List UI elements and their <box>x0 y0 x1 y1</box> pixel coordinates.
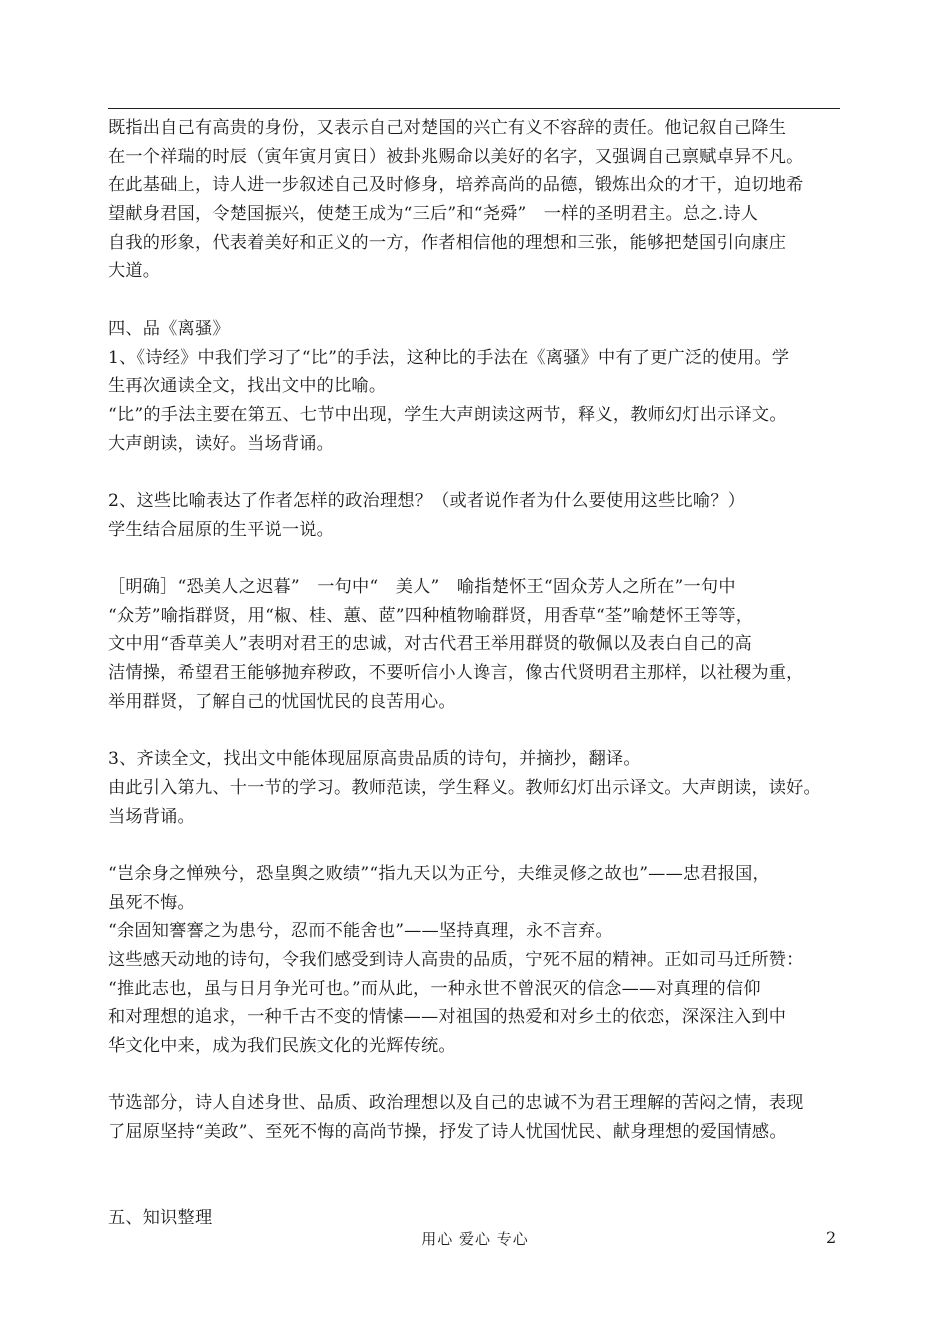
question-2 <box>108 487 848 544</box>
text-line: 大声朗读，读好。当场背诵。 <box>108 433 335 454</box>
text-line: 虽死不悔。 <box>108 892 195 913</box>
text-line: 学生结合屈原的生平说一说。 <box>108 519 335 540</box>
text-line: 当场背诵。 <box>108 806 195 827</box>
text-line: “众芳”喻指群贤，用“椒、桂、蕙、茝”四种植物喻群贤，用香草“荃”喻楚怀王等等， <box>108 605 754 626</box>
text-line: 既指出自己有高贵的身份，又表示自己对楚国的兴亡有义不容辞的责任。他记叙自己降生 <box>108 118 787 138</box>
footer-motto: 用心 爱心 专心 <box>421 1230 529 1248</box>
question-3 <box>108 745 848 831</box>
paragraph-intro <box>108 114 848 286</box>
text-line: 生再次通读全文，找出文中的比喻。 <box>108 376 387 397</box>
header-rule <box>108 108 840 109</box>
text-line: 大道。 <box>108 261 161 282</box>
text-line: 洁情操，希望君王能够抛弃秽政，不要听信小人谗言，像古代贤明君主那样，以社稷为重， <box>108 663 804 684</box>
section-5-heading: 五、知识整理 <box>108 1207 213 1228</box>
text-line: 文中用“香草美人”表明对君王的忠诚，对古代君王举用群贤的敬佩以及表白自己的高 <box>108 634 752 655</box>
text-line: 在一个祥瑞的时辰（寅年寅月寅日）被卦兆赐命以美好的名字，又强调自己禀赋卓异不凡。 <box>108 146 804 167</box>
text-line: 举用群贤，了解自己的忧国忧民的良苦用心。 <box>108 691 456 712</box>
text-line: “余固知謇謇之为患兮，忍而不能舍也”——坚持真理，永不言弃。 <box>108 921 613 942</box>
text-line: 这些感天动地的诗句，令我们感受到诗人高贵的品质，宁死不屈的精神。正如司马迁所赞： <box>108 949 804 970</box>
quotes-paragraph <box>108 860 848 1061</box>
text-line: ［明确］“恐美人之迟暮” 一句中“ 美人” 喻指楚怀王“固众芳人之所在”一句中 <box>108 577 736 597</box>
text-line: 了屈原坚持“美政”、至死不悔的高尚节操，抒发了诗人忧国忧民、献身理想的爱国情感。 <box>108 1122 787 1143</box>
text-line: “比”的手法主要在第五、七节中出现，学生大声朗读这两节，释义，教师幻灯出示译文。 <box>108 404 787 425</box>
text-line: 1、《诗经》中我们学习了“比”的手法，这种比的手法在《离骚》中有了更广泛的使用。学 <box>108 347 790 368</box>
text-line: 在此基础上，诗人进一步叙述自己及时修身，培养高尚的品德，锻炼出众的才干，迫切地希 <box>108 175 804 196</box>
text-line: 华文化中来，成为我们民族文化的光辉传统。 <box>108 1036 456 1056</box>
text-line: 2、这些比喻表达了作者怎样的政治理想？（或者说作者为什么要使用这些比喻？） <box>108 490 746 511</box>
text-line: “岂余身之惮殃兮，恐皇舆之败绩”“指九天以为正兮，夫维灵修之故也”——忠君报国， <box>108 863 770 884</box>
text-line: 望献身君国，令楚国振兴，使楚王成为“三后”和“尧舜” 一样的圣明君主。总之.诗人 <box>108 204 759 225</box>
section-heading: 四、品《离骚》 <box>108 318 230 339</box>
page-number: 2 <box>826 1228 837 1247</box>
text-line: “推此志也，虽与日月争光可也。”而从此，一种永世不曾泯灭的信念——对真理的信仰 <box>108 978 761 999</box>
document-body <box>108 114 848 1232</box>
text-line: 和对理想的追求，一种千古不变的情愫——对祖国的热爱和对乡土的依恋，深深注入到中 <box>108 1007 787 1028</box>
section-4 <box>108 315 848 458</box>
answer-paragraph <box>108 573 848 716</box>
text-line: 由此引入第九、十一节的学习。教师范读，学生释义。教师幻灯出示译文。大声朗读，读好。 <box>108 777 821 798</box>
text-line: 自我的形象，代表着美好和正义的一方，作者相信他的理想和三张，能够把楚国引向康庄 <box>108 232 787 253</box>
text-line: 节选部分，诗人自述身世、品质、政治理想以及自己的忠诚不为君王理解的苦闷之情，表现 <box>108 1093 804 1114</box>
text-line: 3、齐读全文，找出文中能体现屈原高贵品质的诗句，并摘抄，翻译。 <box>108 749 641 770</box>
summary-paragraph <box>108 1089 848 1146</box>
